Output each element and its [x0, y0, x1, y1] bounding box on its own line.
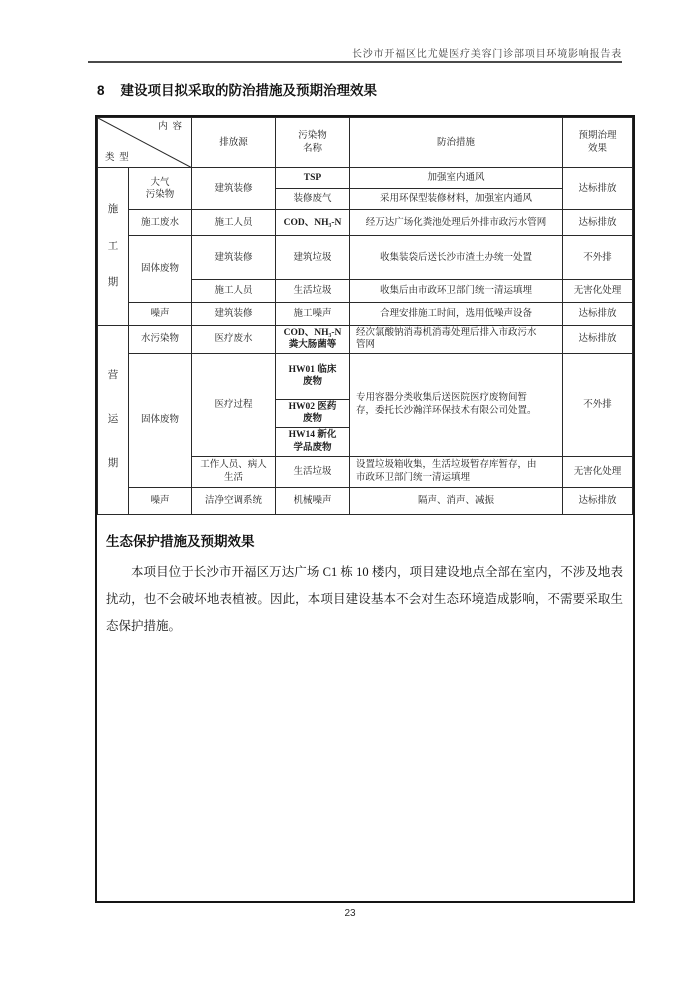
corner-label-type: 类 型	[105, 153, 129, 164]
header-divider	[88, 61, 622, 63]
cell-measure: 合理安排施工时间，选用低噪声设备	[350, 303, 563, 326]
table-row	[98, 168, 633, 189]
cell-pollutant: HW02 医药 废物	[276, 400, 350, 428]
section-number: 8	[97, 83, 105, 98]
eco-section-heading: 生态保护措施及预期效果	[106, 533, 255, 549]
measures-table	[97, 117, 633, 515]
corner-header-cell	[98, 118, 192, 168]
cell-measure: 加强室内通风	[350, 168, 563, 189]
cell-category: 噪声	[129, 303, 192, 326]
period-construction	[98, 168, 129, 326]
corner-label-content: 内 容	[158, 122, 182, 132]
cell-pollutant: COD、NH₃-N 粪大肠菌等	[276, 326, 350, 354]
document-header-title: 长沙市开福区比尤媞医疗美容门诊部项目环境影响报告表	[352, 49, 622, 60]
cell-effect: 不外排	[563, 236, 633, 280]
cell-measure: 设置垃圾箱收集，生活垃圾暂存库暂存，由 市政环卫部门统一清运填埋	[350, 456, 563, 487]
cell-pollutant: 建筑垃圾	[276, 236, 350, 280]
cell-pollutant: 生活垃圾	[276, 280, 350, 303]
cell-pollutant: 装修废气	[276, 189, 350, 210]
cell-category: 噪声	[129, 487, 192, 514]
page-number: 23	[344, 908, 356, 919]
table-row	[98, 303, 633, 326]
cell-category: 固体废物	[129, 353, 192, 487]
cell-pollutant: HW14 新化 学品废物	[276, 427, 350, 456]
period-operation	[98, 326, 129, 515]
section-title	[97, 79, 377, 99]
cell-source: 洁净空调系统	[192, 487, 276, 514]
cell-effect: 达标排放	[563, 326, 633, 354]
cell-category: 水污染物	[129, 326, 192, 354]
cell-effect: 无害化处理	[563, 456, 633, 487]
table-row	[98, 353, 633, 399]
cell-source: 施工人员	[192, 210, 276, 236]
cell-effect: 达标排放	[563, 303, 633, 326]
eco-protection-section	[97, 515, 633, 640]
cell-measure: 专用容器分类收集后送医院医疗废物间暂 存，委托长沙瀚洋环保技术有限公司处置。	[350, 353, 563, 456]
cell-measure: 经万达广场化粪池处理后外排市政污水管网	[350, 210, 563, 236]
table-header-row	[98, 118, 633, 168]
cell-pollutant: 施工噪声	[276, 303, 350, 326]
measures-table-container	[95, 115, 635, 903]
cell-source: 建筑装修	[192, 236, 276, 280]
cell-pollutant: 生活垃圾	[276, 456, 350, 487]
cell-effect: 达标排放	[563, 210, 633, 236]
cell-measure: 经次氯酸钠消毒机消毒处理后排入市政污水 管网	[350, 326, 563, 354]
section-title-text: 建设项目拟采取的防治措施及预期治理效果	[120, 83, 378, 98]
cell-source: 医疗过程	[192, 353, 276, 456]
cell-source: 工作人员、病人 生活	[192, 456, 276, 487]
cell-category: 大气 污染物	[129, 168, 192, 210]
col-header-pollutant: 污染物 名称	[276, 118, 350, 168]
cell-effect: 不外排	[563, 353, 633, 456]
cell-pollutant: HW01 临床 废物	[276, 353, 350, 399]
col-header-source: 排放源	[192, 118, 276, 168]
cell-pollutant: TSP	[276, 168, 350, 189]
cell-source: 施工人员	[192, 280, 276, 303]
cell-effect: 达标排放	[563, 168, 633, 210]
cell-pollutant: 机械噪声	[276, 487, 350, 514]
cell-source: 建筑装修	[192, 303, 276, 326]
table-row	[98, 236, 633, 280]
period-operation-label: 营 运 期	[107, 369, 119, 470]
cell-measure: 收集装袋后送长沙市渣土办统一处置	[350, 236, 563, 280]
eco-section-paragraph: 本项目位于长沙市开福区万达广场 C1 栋 10 楼内，项目建设地点全部在室内，不涉及地表扰动，也不会破坏地表植被。因此，本项目建设基本不会对生态环境造成影响，不需要采取生态保护措施。	[106, 564, 623, 633]
cell-category: 固体废物	[129, 236, 192, 303]
col-header-measures: 防治措施	[350, 118, 563, 168]
table-row	[98, 326, 633, 354]
cell-source: 建筑装修	[192, 168, 276, 210]
col-header-effect: 预期治理 效果	[563, 118, 633, 168]
cell-measure: 采用环保型装修材料，加强室内通风	[350, 189, 563, 210]
cell-pollutant: COD、NH₃-N	[276, 210, 350, 236]
table-row	[98, 210, 633, 236]
period-construction-label: 施 工 期	[107, 204, 119, 289]
table-row	[98, 487, 633, 514]
cell-effect: 达标排放	[563, 487, 633, 514]
cell-measure: 收集后由市政环卫部门统一清运填埋	[350, 280, 563, 303]
cell-effect: 无害化处理	[563, 280, 633, 303]
cell-source: 医疗废水	[192, 326, 276, 354]
cell-category: 施工废水	[129, 210, 192, 236]
cell-measure: 隔声、消声、减振	[350, 487, 563, 514]
